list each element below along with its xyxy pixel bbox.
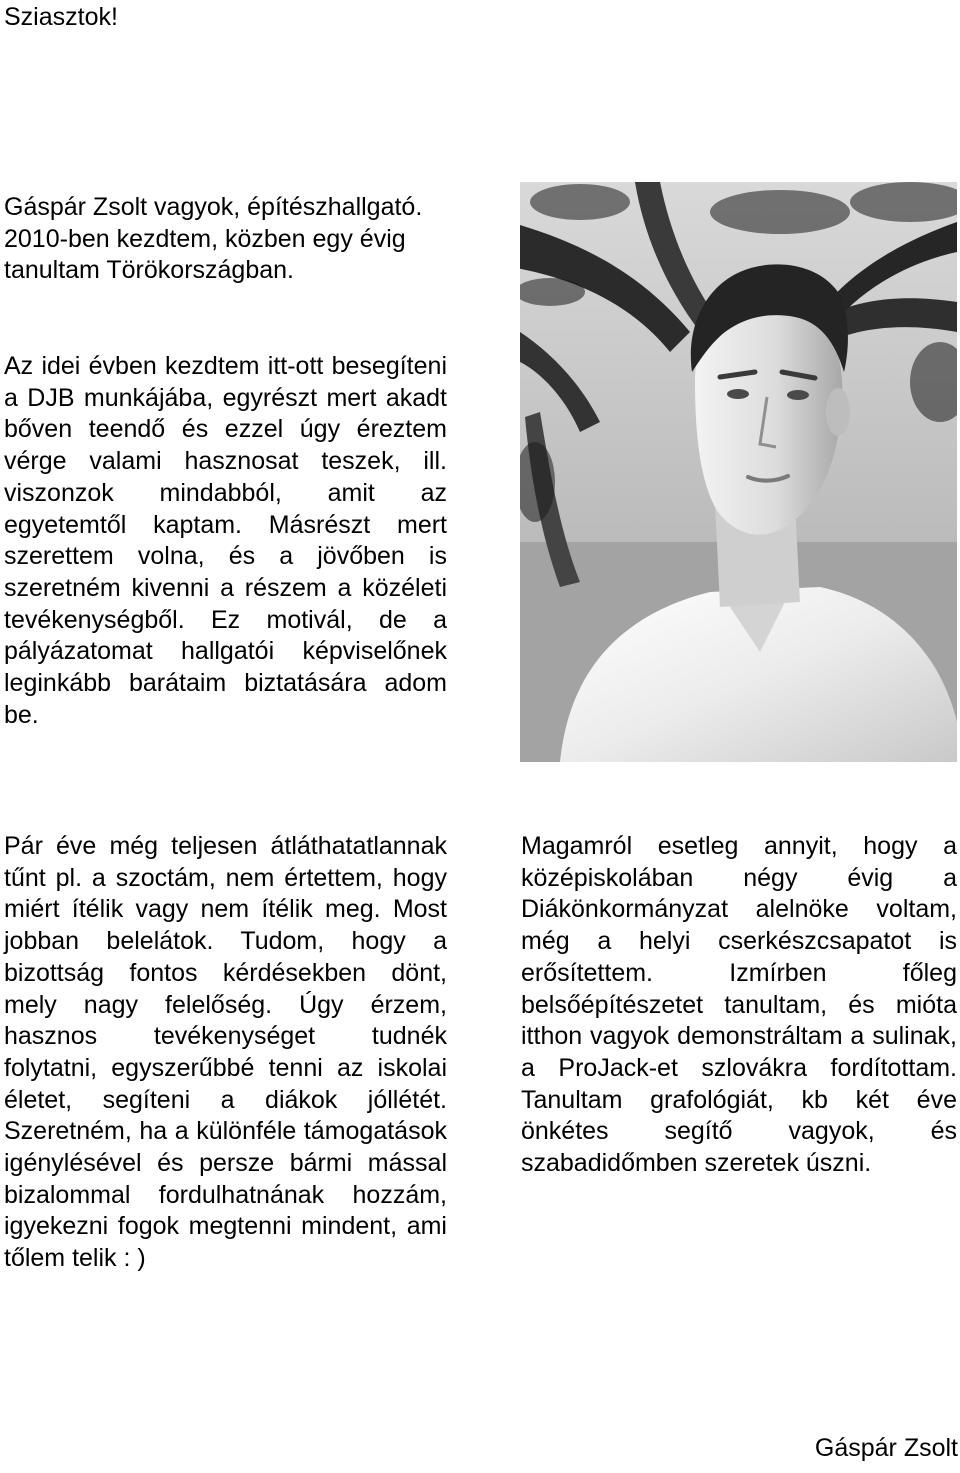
motivation-paragraph: Az idei évben kezdtem itt-ott besegíteni a DJB munkájába, egyrészt mert akadt bőven teendő és ezzel úgy éreztem vérge valami hasznosat teszek, ill. viszonzok mindabból, amit az egyetemtől kaptam. Másrészt mert szerettem volna, és a jövőben is szeretném kivenni a részem a közéleti tevékenységből. Ez motivál, de a pályázatomat hallgatói képviselőnek leginkább barátaim biztatására adom be. — [4, 352, 447, 729]
goals-paragraph: Pár éve még teljesen átláthatatlannak tűnt pl. a szoctám, nem értettem, hogy miért ítélik vagy nem ítélik meg. Most jobban belelátok. Tudom, hogy a bizottság fontos kérdésekben dönt, mely nagy felelőség. Úgy érzem, hasznos tevékenységet tudnék folytatni, egyszerűbbé tenni az iskolai életet, segíteni a diákok jóllétét. Szeretném, ha a különféle támogatások igénylésével és persze bármi mással bizalommal fordulhatnának hozzám, igyekezni fogok megtenni mindent, ami tőlem telik : ) — [4, 832, 447, 1273]
intro-paragraph: Gáspár Zsolt vagyok, építészhallgató. 2010-ben kezdtem, közben egy évig tanultam Törökországban. — [4, 193, 423, 285]
portrait-photo — [520, 182, 957, 762]
greeting: Sziasztok! — [4, 3, 118, 31]
signature: Gáspár Zsolt — [814, 1434, 958, 1462]
about-paragraph: Magamról esetleg annyit, hogy a középiskolában négy évig a Diákönkormányzat alelnöke voltam, még a helyi cserkészcsapatot is erősítettem. Izmírben főleg belsőépítészetet tanultam, és mióta itthon vagyok demonstráltam a sulinak, a ProJack-et szlovákra fordítottam. Tanultam grafológiát, kb két éve önkétes segítő vagyok, és szabadidőmben szeretek úszni. — [521, 832, 957, 1178]
